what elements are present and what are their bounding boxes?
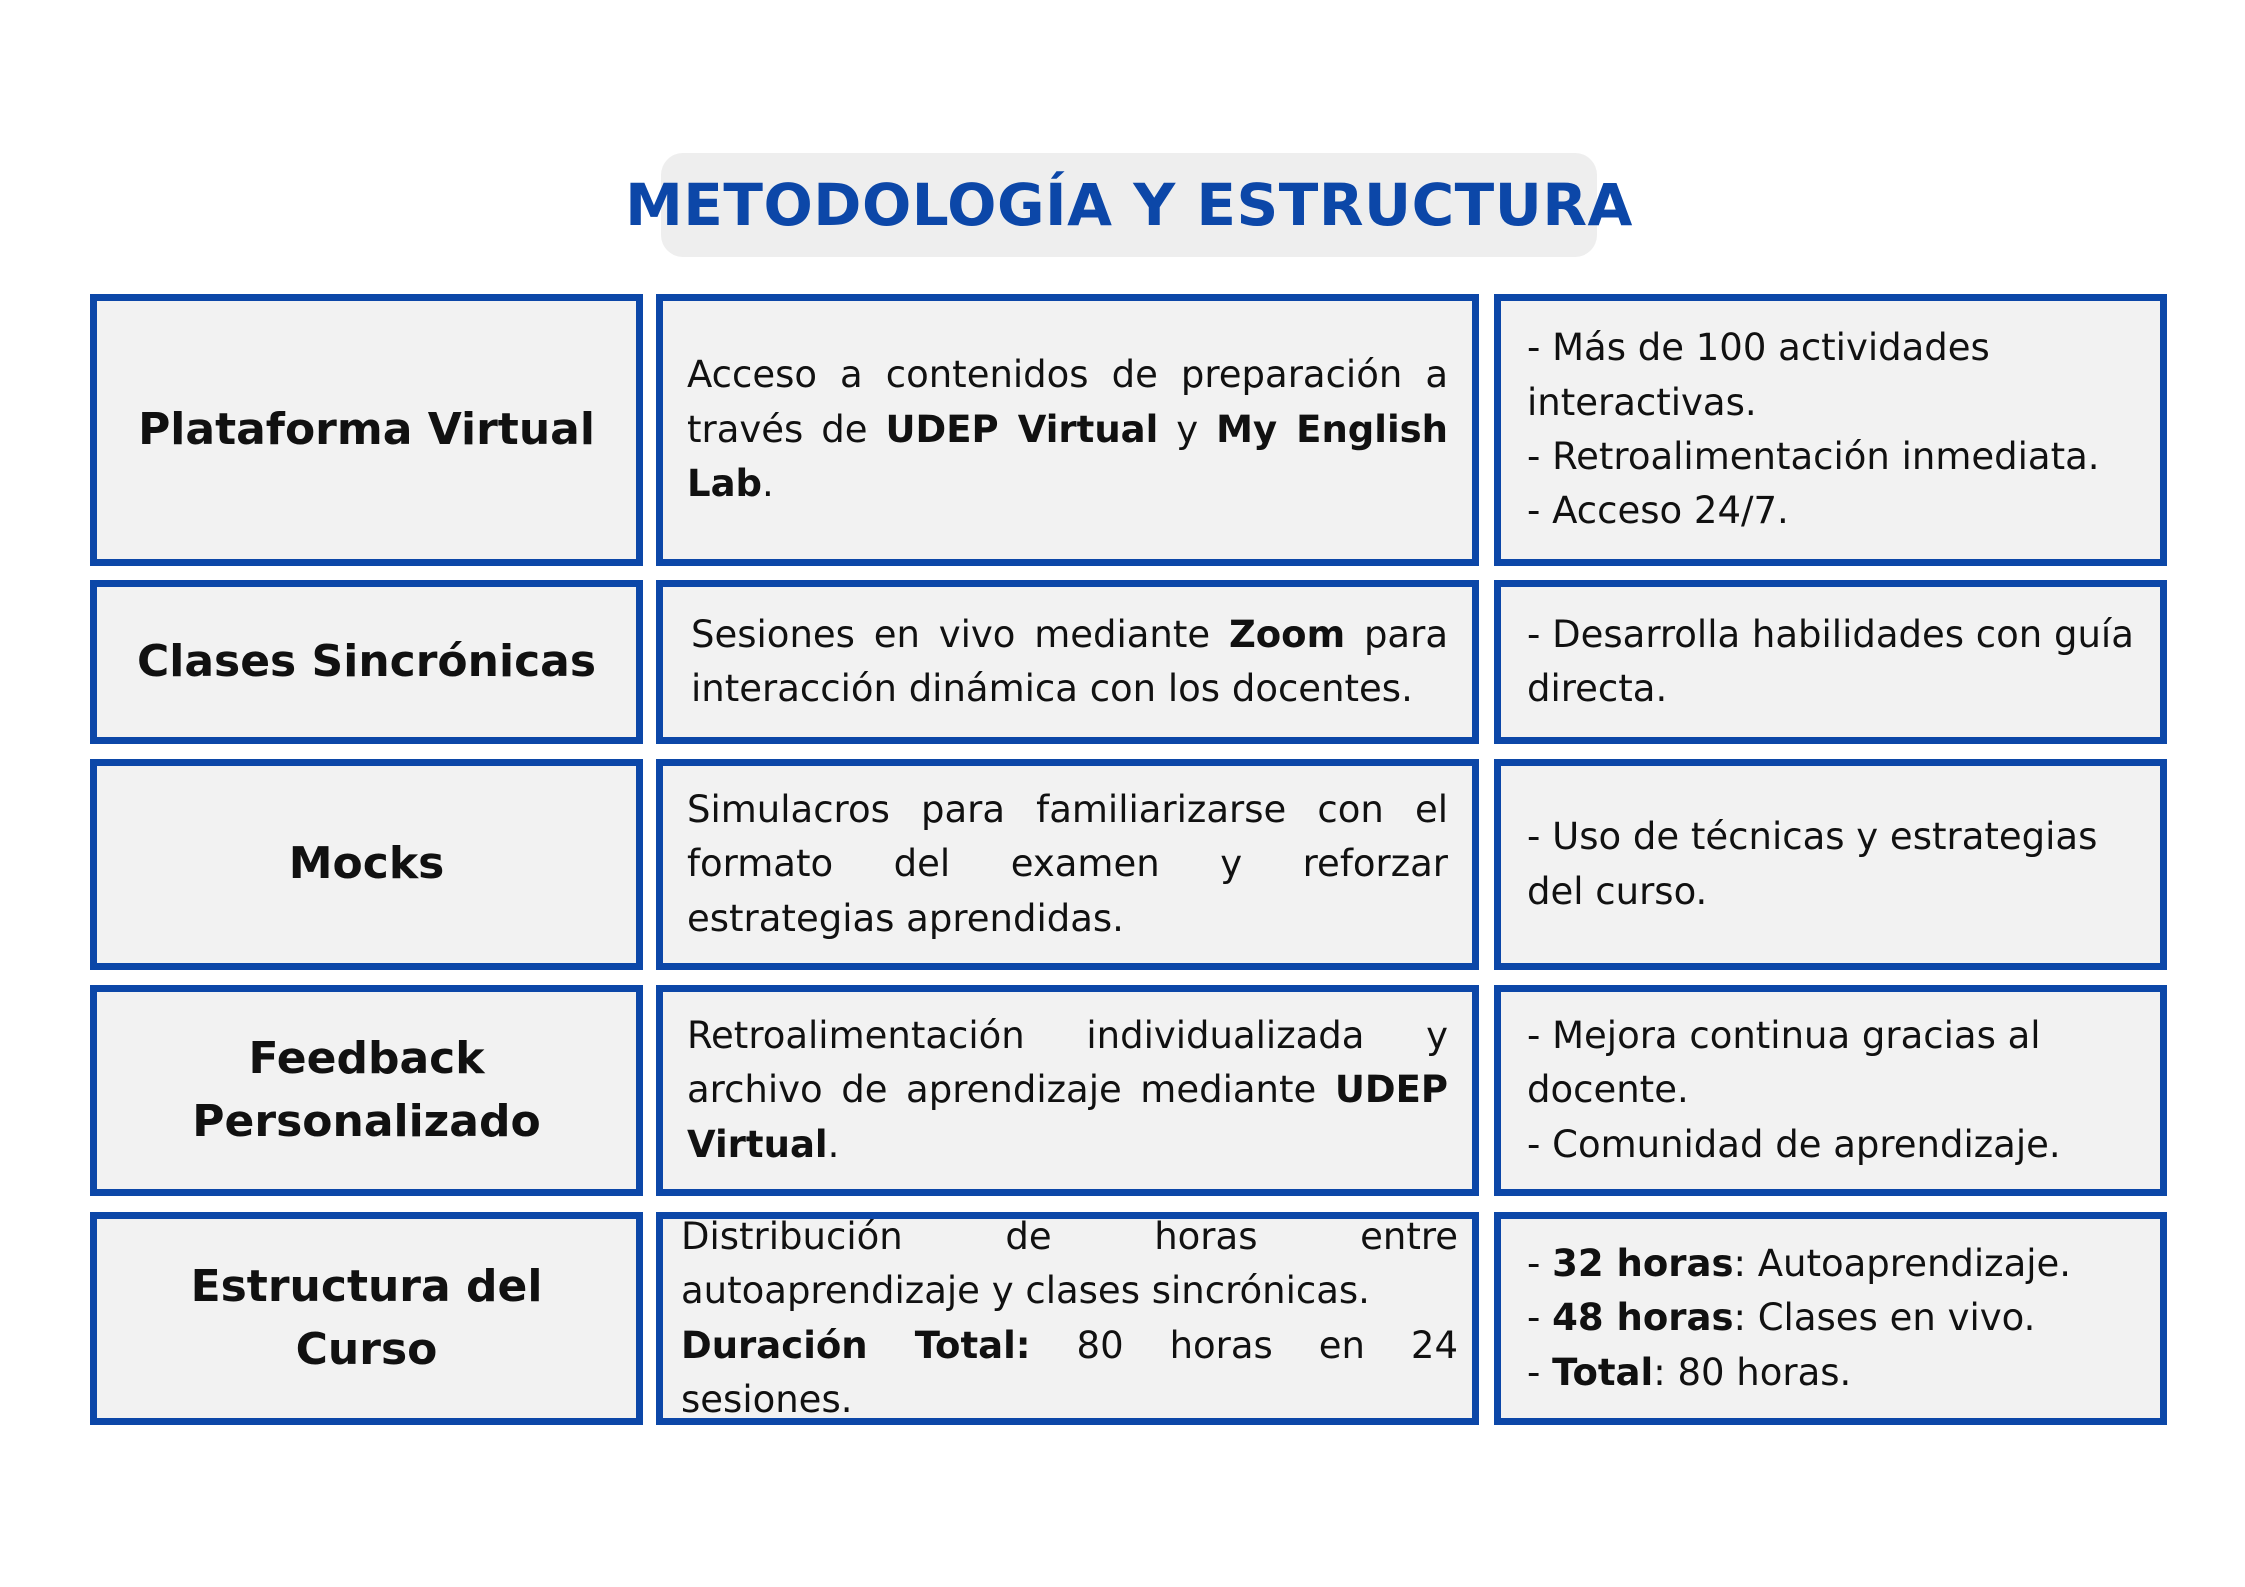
benefits-list <box>1527 810 2140 919</box>
text-segment: Distribución de horas entre autoaprendizaje y clases sincrónicas. <box>681 1214 1458 1313</box>
bold-segment: 32 horas <box>1552 1241 1734 1285</box>
bold-segment: UDEP Virtual <box>885 407 1159 451</box>
description-text <box>681 1210 1458 1428</box>
benefits-cell <box>1494 294 2167 566</box>
text-segment: . <box>762 462 774 506</box>
benefits-list <box>1527 321 2140 539</box>
row-label-cell <box>90 294 643 566</box>
row-label: Plataforma Virtual <box>138 403 595 455</box>
bold-segment: Duración Total: <box>681 1323 1031 1367</box>
text-segment: - <box>1527 1296 1553 1340</box>
bold-segment: Total <box>1552 1350 1654 1394</box>
bold-segment: 48 horas <box>1552 1296 1734 1340</box>
row-label-cell <box>90 580 643 744</box>
description-cell <box>656 580 1479 744</box>
benefit-item: - Comunidad de aprendizaje. <box>1527 1122 2061 1166</box>
row-label-cell <box>90 985 643 1196</box>
benefit-item: - Acceso 24/7. <box>1527 489 1789 533</box>
benefit-item: - Mejora continua gracias al docente. <box>1527 1013 2041 1112</box>
text-segment: - <box>1527 1241 1553 1285</box>
title-banner <box>625 153 1633 257</box>
text-segment: para interacción dinámica con los docentes. <box>691 612 1448 710</box>
benefit-item <box>1527 1237 2140 1291</box>
benefits-cell <box>1494 1212 2167 1425</box>
row-label <box>192 1028 540 1153</box>
description-cell <box>656 759 1479 970</box>
text-segment: y <box>1158 407 1217 451</box>
benefit-item: - Retroalimentación inmediata. <box>1527 435 2100 478</box>
bold-segment: My English Lab <box>687 407 1449 506</box>
text-segment: : 80 horas. <box>1653 1350 1852 1394</box>
text-segment: . <box>827 1122 840 1166</box>
row-label-cell <box>90 759 643 970</box>
benefit-item: - Uso de técnicas y estrategias del curso. <box>1527 815 2098 913</box>
benefit-item: - Desarrolla habilidades con guía directa. <box>1527 612 2134 710</box>
text-segment: Retroalimentación individualizada y archivo de aprendizaje mediante <box>687 1013 1448 1112</box>
benefits-list <box>1527 1237 2140 1400</box>
row-label-line: Personalizado <box>192 1095 541 1147</box>
text-segment: - <box>1527 1350 1553 1394</box>
bold-segment: UDEP Virtual <box>687 1068 1448 1166</box>
description-text <box>687 783 1448 946</box>
row-label: Clases Sincrónicas <box>136 635 597 687</box>
text-segment: Simulacros para familiarizarse con el formato del examen y reforzar estrategias aprendidas. <box>687 787 1448 940</box>
benefits-list <box>1527 1009 2140 1172</box>
row-label-line: Feedback <box>248 1033 485 1085</box>
benefits-cell <box>1494 985 2167 1196</box>
page-title: METODOLOGÍA Y ESTRUCTURA <box>625 171 1633 239</box>
description-cell <box>656 1212 1479 1425</box>
text-segment: : Clases en vivo. <box>1733 1296 2036 1340</box>
benefit-item <box>1527 1291 2140 1345</box>
description-text <box>691 608 1448 717</box>
benefits-cell <box>1494 580 2167 744</box>
benefit-item: - Más de 100 actividades interactivas. <box>1527 326 1990 424</box>
text-segment: Acceso a contenidos de preparación a través de <box>687 353 1448 451</box>
text-segment: 80 horas en 24 sesiones. <box>681 1323 1459 1421</box>
row-label: Mocks <box>288 838 445 890</box>
description-cell <box>656 985 1479 1196</box>
row-label-cell <box>90 1212 643 1425</box>
benefit-item <box>1527 1346 2140 1400</box>
row-label: Estructura del Curso <box>190 1261 543 1375</box>
description-cell <box>656 294 1479 566</box>
text-segment: Sesiones en vivo mediante <box>691 612 1229 656</box>
benefits-cell <box>1494 759 2167 970</box>
description-text <box>687 348 1448 511</box>
benefits-list <box>1527 608 2140 717</box>
bold-segment: Zoom <box>1228 612 1346 656</box>
description-text <box>687 1009 1448 1172</box>
text-segment: : Autoaprendizaje. <box>1733 1241 2072 1285</box>
